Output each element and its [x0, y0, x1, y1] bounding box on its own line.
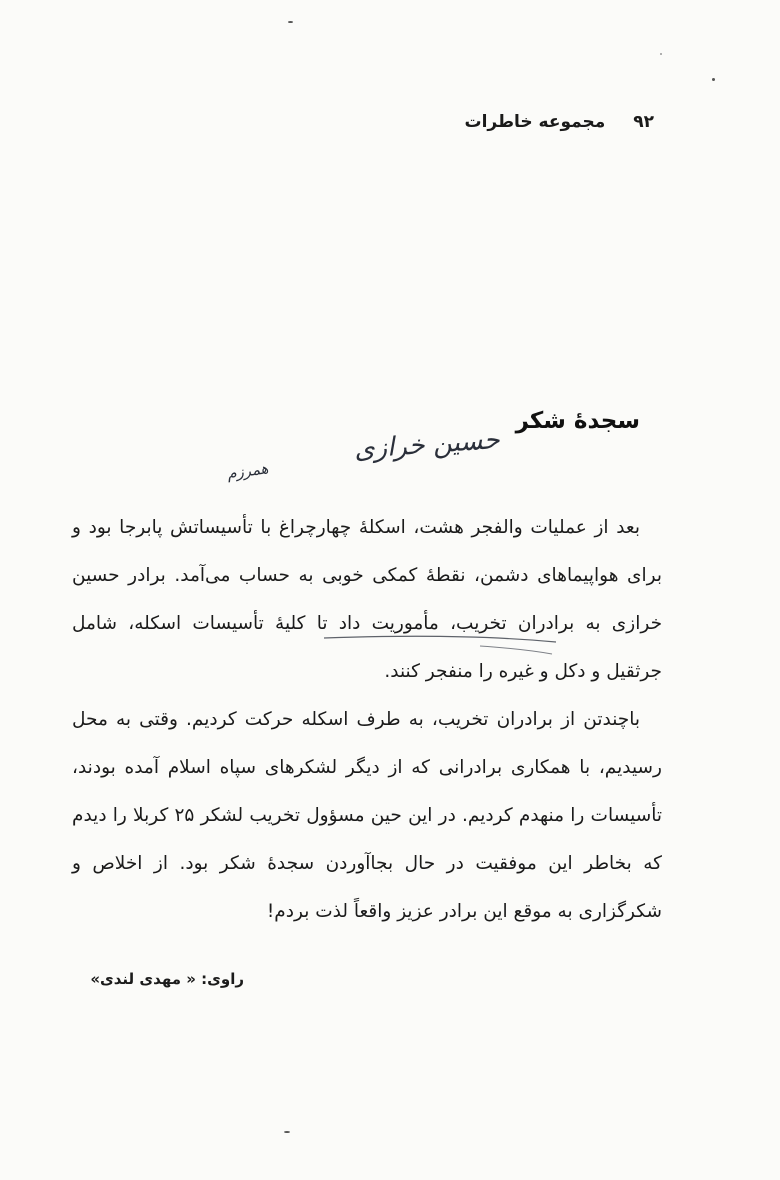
scan-speck	[660, 53, 662, 55]
paragraph-1: بعد از عملیات والفجر هشت، اسکلهٔ چهارچراغ با تأسیساتش پابرجا بود و برای هواپیماهای دشمن، نقطهٔ کمکی خوبی به حساب می‌آمد. برادر حسین خرازی به برادران تخریب، مأموریت داد تا کلیهٔ تأسیسات اسکله، شامل جرثقیل و دکل و غیره را منفجر کنند.	[72, 517, 662, 682]
running-title: مجموعه خاطرات	[464, 112, 606, 132]
scan-speck	[288, 21, 293, 23]
scan-speck	[712, 78, 715, 81]
chapter-title: سجدهٔ شکر	[515, 408, 640, 434]
scan-speck	[284, 1131, 290, 1133]
handwritten-role-note: همرزم	[225, 459, 270, 483]
narrator-credit: راوی: « مهدی لندی»	[90, 970, 244, 988]
running-header	[465, 112, 655, 132]
handwritten-name-note: حسین خرازی	[353, 424, 501, 466]
paragraph-2: باچندتن از برادران تخریب، به طرف اسکله حرکت کردیم. وقتی به محل رسیدیم، با همکاری برادرانی که از دیگر لشکرهای سپاه اسلام آمده بودند، تأسیسات را منهدم کردیم. در این حین مسؤول تخریب لشکر ۲۵ کربلا را دیدم که بخاطر این موفقیت در حال بجاآوردن سجدهٔ شکر بود. از اخلاص و شکرگزاری به موقع این برادر عزیز واقعاً لذت بردم!	[72, 709, 662, 922]
body-text	[72, 504, 662, 936]
page-number: ۹۲	[633, 112, 654, 132]
